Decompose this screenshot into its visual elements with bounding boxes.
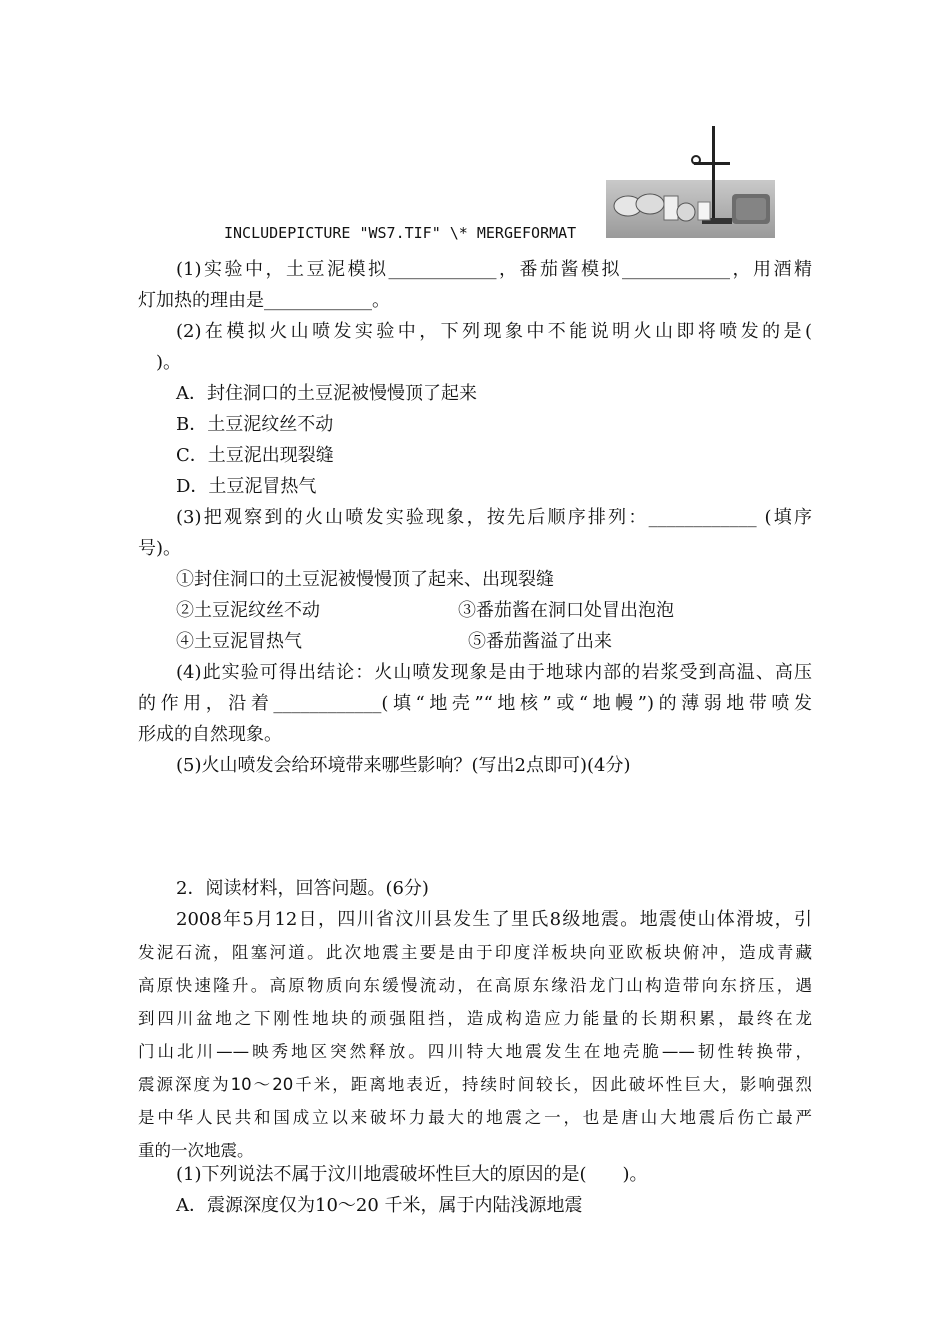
q1-option-c: C．土豆泥出现裂缝	[176, 445, 334, 466]
q2-material-line-2: 发泥石流，阻塞河道。此次地震主要是由于印度洋板块向亚欧板块俯冲，造成青藏	[138, 943, 812, 962]
q2-subquestion-1-option-a: A．震源深度仅为10～20 千米，属于内陆浅源地震	[176, 1195, 583, 1216]
q1-option-d: D．土豆泥冒热气	[176, 476, 317, 497]
q1-part5: (5)火山喷发会给环境带来哪些影响？(写出2点即可)(4分)	[176, 755, 631, 776]
q1-part4-line3: 形成的自然现象。	[138, 724, 282, 745]
sequence-item-4: ④土豆泥冒热气	[176, 631, 302, 652]
q1-part2-line1: (2)在模拟火山喷发实验中，下列现象中不能说明火山即将喷发的是(	[176, 321, 812, 342]
q1-option-a: A．封住洞口的土豆泥被慢慢顶了起来	[176, 383, 477, 404]
q2-material-line-6: 震源深度为10～20千米，距离地表近，持续时间较长，因此破坏性巨大，影响强烈	[138, 1075, 812, 1094]
q2-title: 2．阅读材料，回答问题。(6分)	[176, 878, 429, 899]
q2-material-line-3: 高原快速隆升。高原物质向东缓慢流动，在高原东缘沿龙门山构造带向东挤压，遇	[138, 976, 812, 995]
q1-part1-line1: (1)实验中，土豆泥模拟____________，番茄酱模拟____________，用酒精	[176, 259, 812, 280]
q2-subquestion-1: (1)下列说法不属于汶川地震破坏性巨大的原因的是( )。	[176, 1164, 648, 1185]
q2-material-line-1: 2008年5月12日，四川省汶川县发生了里氏8级地震。地震使山体滑坡，引	[176, 909, 812, 930]
sequence-item-3: ③番茄酱在洞口处冒出泡泡	[458, 600, 674, 621]
sequence-item-2: ②土豆泥纹丝不动	[176, 600, 320, 621]
q2-material-line-8: 重的一次地震。	[138, 1141, 254, 1160]
q2-material-line-5: 门山北川——映秀地区突然释放。四川特大地震发生在地壳脆——韧性转换带，	[138, 1042, 812, 1061]
sequence-item-5: ⑤番茄酱溢了出来	[468, 631, 612, 652]
q1-part4-line1: (4)此实验可得出结论：火山喷发现象是由于地球内部的岩浆受到高温、高压	[176, 662, 812, 683]
q1-part3-line1: (3)把观察到的火山喷发实验现象，按先后顺序排列：____________ (填序	[176, 507, 812, 528]
lab-equipment-photo	[606, 126, 775, 238]
sequence-item-1: ①封住洞口的土豆泥被慢慢顶了起来、出现裂缝	[176, 569, 554, 590]
q1-part2-line2: )。	[138, 352, 182, 373]
q2-material-line-7: 是中华人民共和国成立以来破坏力最大的地震之一，也是唐山大地震后伤亡最严	[138, 1108, 812, 1127]
include-picture-field: INCLUDEPICTURE "WS7.TIF" \* MERGEFORMAT	[224, 224, 577, 242]
q1-part4-line2: 的作用，沿着____________(填“地壳”“地核”或“地幔”)的薄弱地带喷发	[138, 693, 812, 714]
q1-part3-line2: 号)。	[138, 538, 182, 559]
q1-option-b: B．土豆泥纹丝不动	[176, 414, 334, 435]
q1-part1-line2: 灯加热的理由是____________。	[138, 290, 390, 311]
q2-material-line-4: 到四川盆地之下刚性地块的顽强阻挡，造成构造应力能量的长期积累，最终在龙	[138, 1009, 812, 1028]
